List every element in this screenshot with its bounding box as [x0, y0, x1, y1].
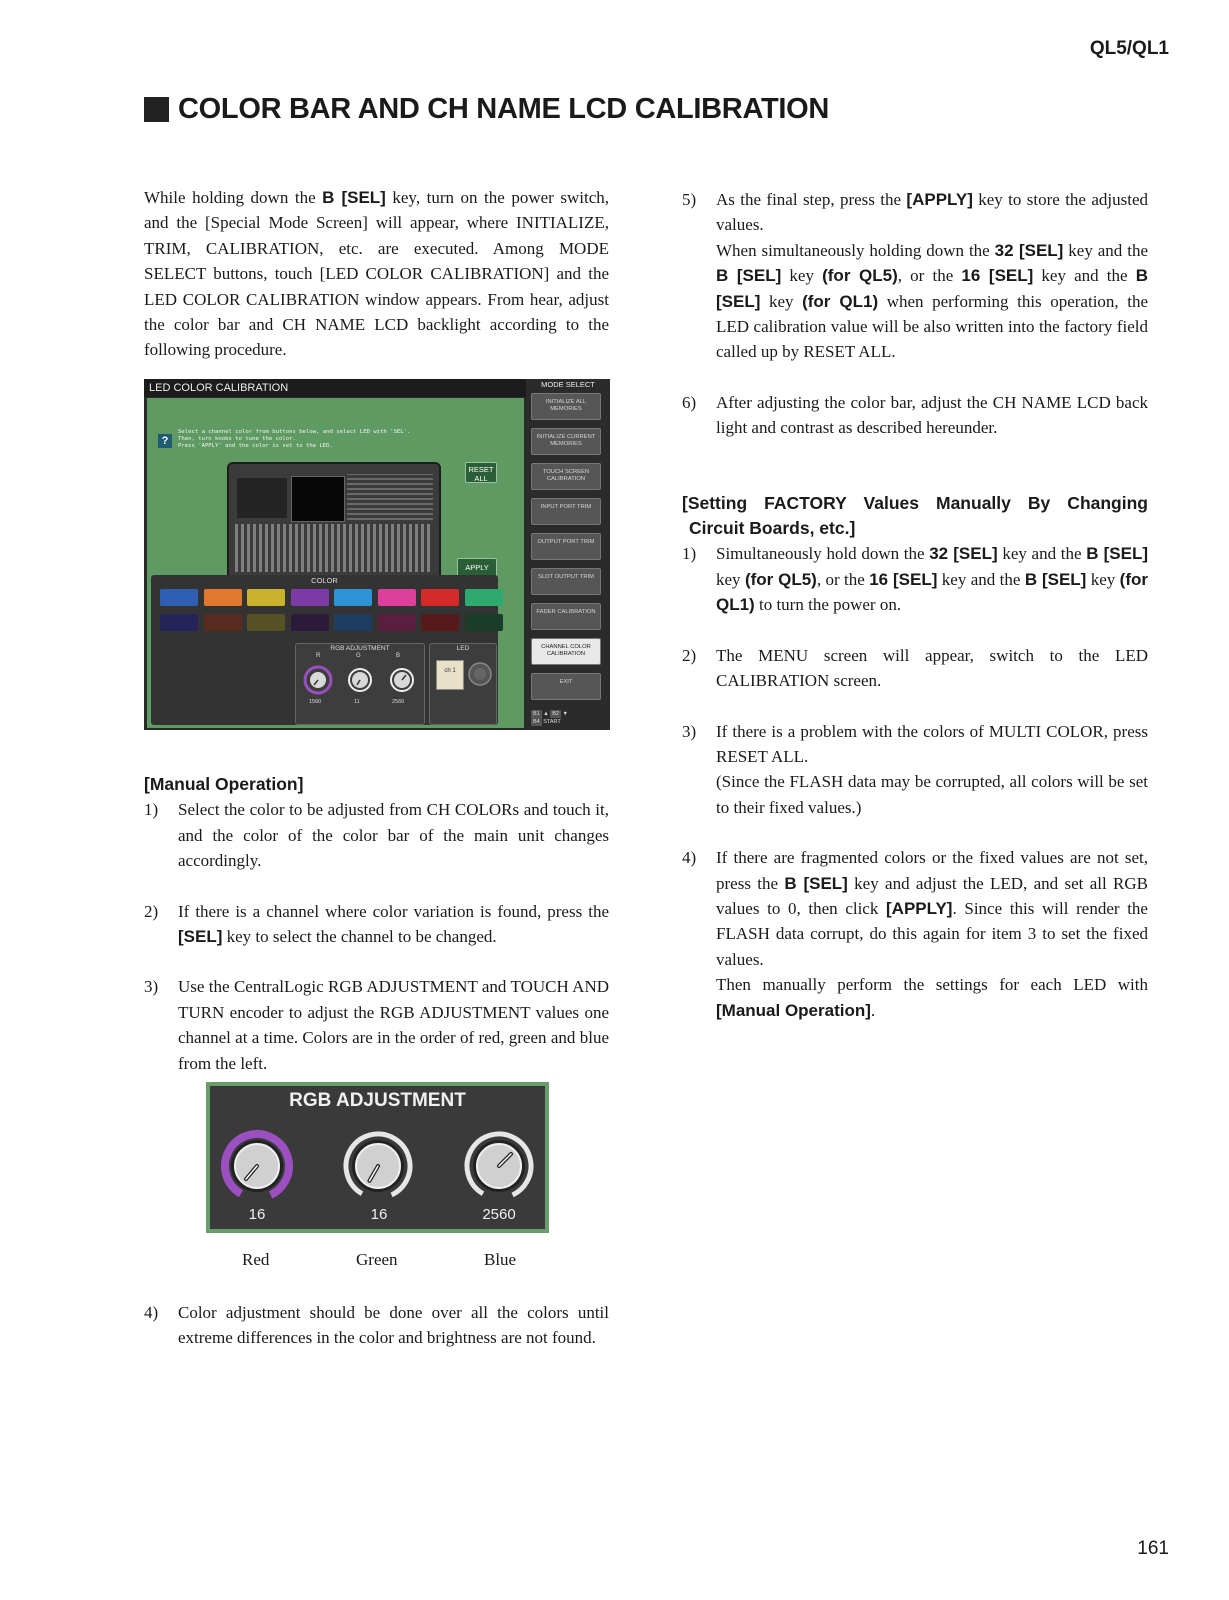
color-swatch[interactable]: [334, 614, 372, 631]
key-label: B [SEL]: [716, 266, 782, 286]
step-text: After adjusting the color bar, adjust the CH NAME LCD back light and contrast as described hereunder.: [716, 392, 1148, 438]
led-knob[interactable]: [466, 660, 494, 688]
right-column: [682, 187, 1148, 1023]
intro-text: While holding down the: [144, 188, 323, 207]
factory-step-3: 3) If there is a problem with the colors of MULTI COLOR, press RESET ALL. (Since the FLASH data may be corrupted, all colors will be set to their fixed values.): [682, 721, 1148, 817]
ch-name-display[interactable]: ch 1: [436, 660, 464, 690]
calibration-panel: [147, 398, 524, 728]
r-label: R: [316, 653, 321, 659]
title-square-icon: [144, 97, 169, 122]
console-screen: [291, 476, 345, 522]
key-label: B [SEL]: [1024, 569, 1087, 589]
apply-button[interactable]: APPLY: [457, 558, 497, 578]
led-calibration-screenshot: [144, 379, 610, 730]
bank-indicator: B1 ▲ B2 ▼ B4 START: [533, 711, 568, 725]
caption-green: Green: [356, 1250, 398, 1269]
color-label: COLOR: [311, 576, 338, 585]
color-section: [151, 575, 498, 725]
step-text: , or the: [897, 266, 962, 286]
mode-button[interactable]: SLOT OUTPUT TRIM: [531, 568, 601, 595]
color-swatch[interactable]: [160, 614, 198, 631]
b-label: B: [396, 653, 401, 659]
page-number: 161: [1137, 1538, 1169, 1559]
key-label: (for QL5): [744, 569, 817, 589]
mini-knobs: [302, 662, 422, 698]
step-text: As the final step, press the: [716, 190, 907, 209]
key-label: B [SEL]: [716, 266, 1148, 311]
red-knob-mini[interactable]: [305, 667, 331, 693]
factory-heading-line2: Circuit Boards, etc.]: [689, 518, 856, 539]
color-swatch[interactable]: [247, 614, 285, 631]
instructions-text: Select a channel color from buttons below, and select LED with 'SEL'. Then, turn knobs to tune the color. Press 'APPLY' and the color is set to the LED.: [178, 429, 411, 449]
page-title: COLOR BAR AND CH NAME LCD CALIBRATION: [178, 93, 830, 125]
step-text: If there is a problem with the colors of MULTI COLOR, press RESET ALL.: [716, 721, 1148, 766]
step-text: When simultaneously holding down the: [716, 240, 995, 260]
step-text: Then manually perform the settings for each LED with: [716, 975, 1148, 995]
step-text: Color adjustment should be done over all the colors until extreme differences in the color and brightness are not found.: [178, 1303, 609, 1348]
mode-button[interactable]: FADER CALIBRATION: [531, 603, 601, 630]
mode-select-label: MODE SELECT: [541, 380, 595, 389]
key-label: 32 [SEL]: [994, 240, 1064, 260]
step-text: key and the: [1033, 266, 1136, 286]
rgb-label: RGB ADJUSTMENT: [330, 645, 390, 652]
step-text: Simultaneously hold down the: [716, 544, 930, 564]
step-text: when performing this operation, the LED calibration value will be also written into the factory field called up by RESET ALL.: [716, 291, 1148, 362]
color-swatch[interactable]: [421, 614, 459, 631]
green-knob[interactable]: [334, 1122, 421, 1209]
green-knob-mini[interactable]: [349, 669, 371, 691]
key-label: B [SEL]: [784, 873, 848, 893]
step-text: key: [760, 291, 803, 311]
color-swatch[interactable]: [421, 589, 459, 606]
step-text: key to store the adjusted values.: [716, 190, 1148, 235]
mode-select-panel: [526, 379, 610, 730]
manual-step-4-block: [144, 1300, 609, 1351]
key-label: [APPLY]: [906, 190, 973, 209]
key-label: (for QL1): [802, 291, 879, 311]
caption-blue: Blue: [484, 1250, 517, 1269]
led-section: [429, 643, 497, 725]
key-label: (for QL5): [822, 266, 898, 286]
caption-red: Red: [242, 1250, 270, 1269]
blue-knob[interactable]: [455, 1122, 542, 1209]
mode-button[interactable]: EXIT: [531, 673, 601, 700]
blue-knob-mini[interactable]: [391, 669, 413, 691]
green-value: 16: [370, 1206, 388, 1223]
rgb-adjustment-mini: [295, 643, 425, 725]
red-knob[interactable]: [213, 1122, 300, 1209]
key-label: [Manual Operation]: [716, 1000, 871, 1020]
manual-step-1: 1) Select the color to be adjusted from CH COLORs and touch it, and the color of the color bar of the main unit changes accordingly.: [144, 797, 609, 873]
step-text: key and the: [1063, 240, 1148, 260]
step-text: key: [781, 266, 823, 286]
step-text: key and adjust the LED, and set all RGB values to 0, then click: [716, 873, 1148, 918]
step-text: If there are fragmented colors or the fixed values are not set, press the: [716, 848, 1148, 893]
step-text: to turn the power on.: [754, 595, 902, 615]
key-label: 16 [SEL]: [961, 266, 1034, 286]
color-swatch[interactable]: [378, 589, 416, 606]
model-label: QL5/QL1: [1089, 38, 1169, 59]
mode-button[interactable]: INITIALIZE ALL MEMORIES: [531, 393, 601, 420]
rgb-adjustment-figure: [206, 1082, 549, 1233]
console-faders: [235, 524, 433, 572]
factory-step-1: 1) Simultaneously hold down the 32 [SEL] key and the B [SEL] key (for QL5), or the 16 [SEL] key and the B [SEL] key (for QL1) to turn the power on.: [682, 544, 1148, 615]
step-text: Use the CentralLogic RGB ADJUSTMENT and TOUCH AND TURN encoder to adjust the RGB ADJUSTMENT values one channel at a time. Colors are in the order of red, green and blue from the left.: [178, 977, 609, 1073]
manual-heading: [Manual Operation]: [144, 774, 304, 794]
color-swatch[interactable]: [160, 589, 198, 606]
key-label: B [SEL]: [322, 188, 386, 207]
b1-label: B1: [533, 711, 540, 717]
step-text: , or the: [816, 569, 870, 589]
key-label: [SEL]: [178, 927, 223, 947]
manual-step-2: 2) If there is a channel where color variation is found, press the [SEL] key to select the channel to be changed.: [144, 901, 609, 947]
console-control-panel: [347, 474, 433, 520]
section-title: [144, 93, 829, 126]
reset-all-button[interactable]: RESET ALL: [465, 462, 497, 483]
factory-step-2: 2) The MENU screen will appear, switch to the LED CALIBRATION screen.: [682, 643, 1148, 694]
step-text: key and the: [937, 569, 1025, 589]
b2-label: B2: [552, 711, 559, 717]
console-illustration: [227, 462, 441, 583]
step-text: (Since the FLASH data may be corrupted, all colors will be set to their fixed values.): [716, 772, 1148, 817]
window-title: LED COLOR CALIBRATION: [144, 379, 526, 397]
key-label: (for QL1): [716, 569, 1148, 615]
mode-button[interactable]: INITIALIZE CURRENT MEMORIES: [531, 428, 601, 455]
color-swatch[interactable]: [291, 589, 329, 606]
step-text: key and the: [997, 544, 1087, 564]
step-text: key to select the channel to be changed.: [222, 927, 497, 947]
step-text: .: [870, 1000, 876, 1020]
g-value: 11: [354, 699, 360, 705]
b4-label: B4: [533, 719, 540, 725]
key-label: [APPLY]: [886, 898, 953, 918]
mode-button[interactable]: OUTPUT PORT TRIM: [531, 533, 601, 560]
color-swatch[interactable]: [247, 589, 285, 606]
color-swatch[interactable]: [334, 589, 372, 606]
b-value: 2560: [392, 699, 405, 705]
step-6: 6) After adjusting the color bar, adjust the CH NAME LCD back light and contrast as described hereunder.: [682, 390, 1148, 441]
intro-paragraph: [144, 185, 609, 363]
r-value: 1560: [309, 699, 322, 705]
color-swatch[interactable]: [204, 614, 242, 631]
factory-heading-line1: [Setting FACTORY Values Manually By Changing: [682, 492, 1148, 513]
step-text: The MENU screen will appear, switch to the LED CALIBRATION screen.: [716, 645, 1148, 691]
color-swatch[interactable]: [465, 614, 503, 631]
step-5: 5) As the final step, press the [APPLY] key to store the adjusted values. When simultaneously holding down the 32 [SEL] key and the B [SEL] key (for QL5), or the 16 [SEL] key and the B [SEL] key (for QL1) when performing this operation, the LED calibration value will be also written into the factory field called up by RESET ALL.: [682, 190, 1148, 362]
help-icon: ?: [158, 434, 172, 448]
color-swatch[interactable]: [291, 614, 329, 631]
mode-button[interactable]: CHANNEL COLOR CALIBRATION: [531, 638, 601, 665]
manual-step-3: 3) Use the CentralLogic RGB ADJUSTMENT and TOUCH AND TURN encoder to adjust the RGB ADJUSTMENT values one channel at a time. Colors are in the order of red, green and blue from the left.: [144, 974, 609, 1076]
key-label: 32 [SEL]: [929, 544, 998, 564]
key-label: B [SEL]: [1086, 544, 1148, 564]
key-label: 16 [SEL]: [869, 569, 938, 589]
step-text: Select the color to be adjusted from CH COLORs and touch it, and the color of the color bar of the main unit changes accordingly.: [178, 800, 609, 871]
intro-text: key, turn on the power switch, and the [Special Mode Screen] will appear, where INITIALIZE, TRIM, CALIBRATION, etc. are executed. Among MODE SELECT buttons, touch [LED COLOR CALIBRATION] and the LED COLOR CALIBRATION window appears. From hear, adjust the color bar and CH NAME LCD backlight according to the following procedure.: [144, 188, 610, 360]
manual-step-4: 4) Color adjustment should be done over all the colors until extreme differences in the color and brightness are not found.: [144, 1300, 609, 1351]
step-text: key: [1086, 569, 1120, 589]
g-label: G: [356, 653, 361, 659]
mode-button[interactable]: TOUCH SCREEN CALIBRATION: [531, 463, 601, 490]
step-text: If there is a channel where color variation is found, press the: [178, 901, 609, 921]
color-swatch[interactable]: [378, 614, 416, 631]
channel-strip-display: [237, 478, 287, 518]
rgb-figure-title: RGB ADJUSTMENT: [289, 1090, 466, 1111]
step-text: . Since this will render the FLASH data corrupt, do this again for item 3 to set the fixed values.: [716, 898, 1148, 969]
factory-step-4: 4) If there are fragmented colors or the fixed values are not set, press the B [SEL] key and adjust the LED, and set all RGB values to 0, then click [APPLY]. Since this will render the FLASH data corrupt, do this again for item 3 to set the fixed values. Then manually perform the settings for each LED with [Manual Operation].: [682, 848, 1148, 1020]
blue-value: 2560: [482, 1206, 516, 1223]
step-text: key: [716, 569, 745, 589]
led-label: LED: [456, 645, 470, 652]
color-swatch[interactable]: [465, 589, 503, 606]
color-swatch[interactable]: [204, 589, 242, 606]
start-label: START: [543, 719, 561, 725]
mode-button[interactable]: INPUT PORT TRIM: [531, 498, 601, 525]
red-value: 16: [248, 1206, 266, 1223]
manual-operation-section: [144, 772, 609, 1076]
